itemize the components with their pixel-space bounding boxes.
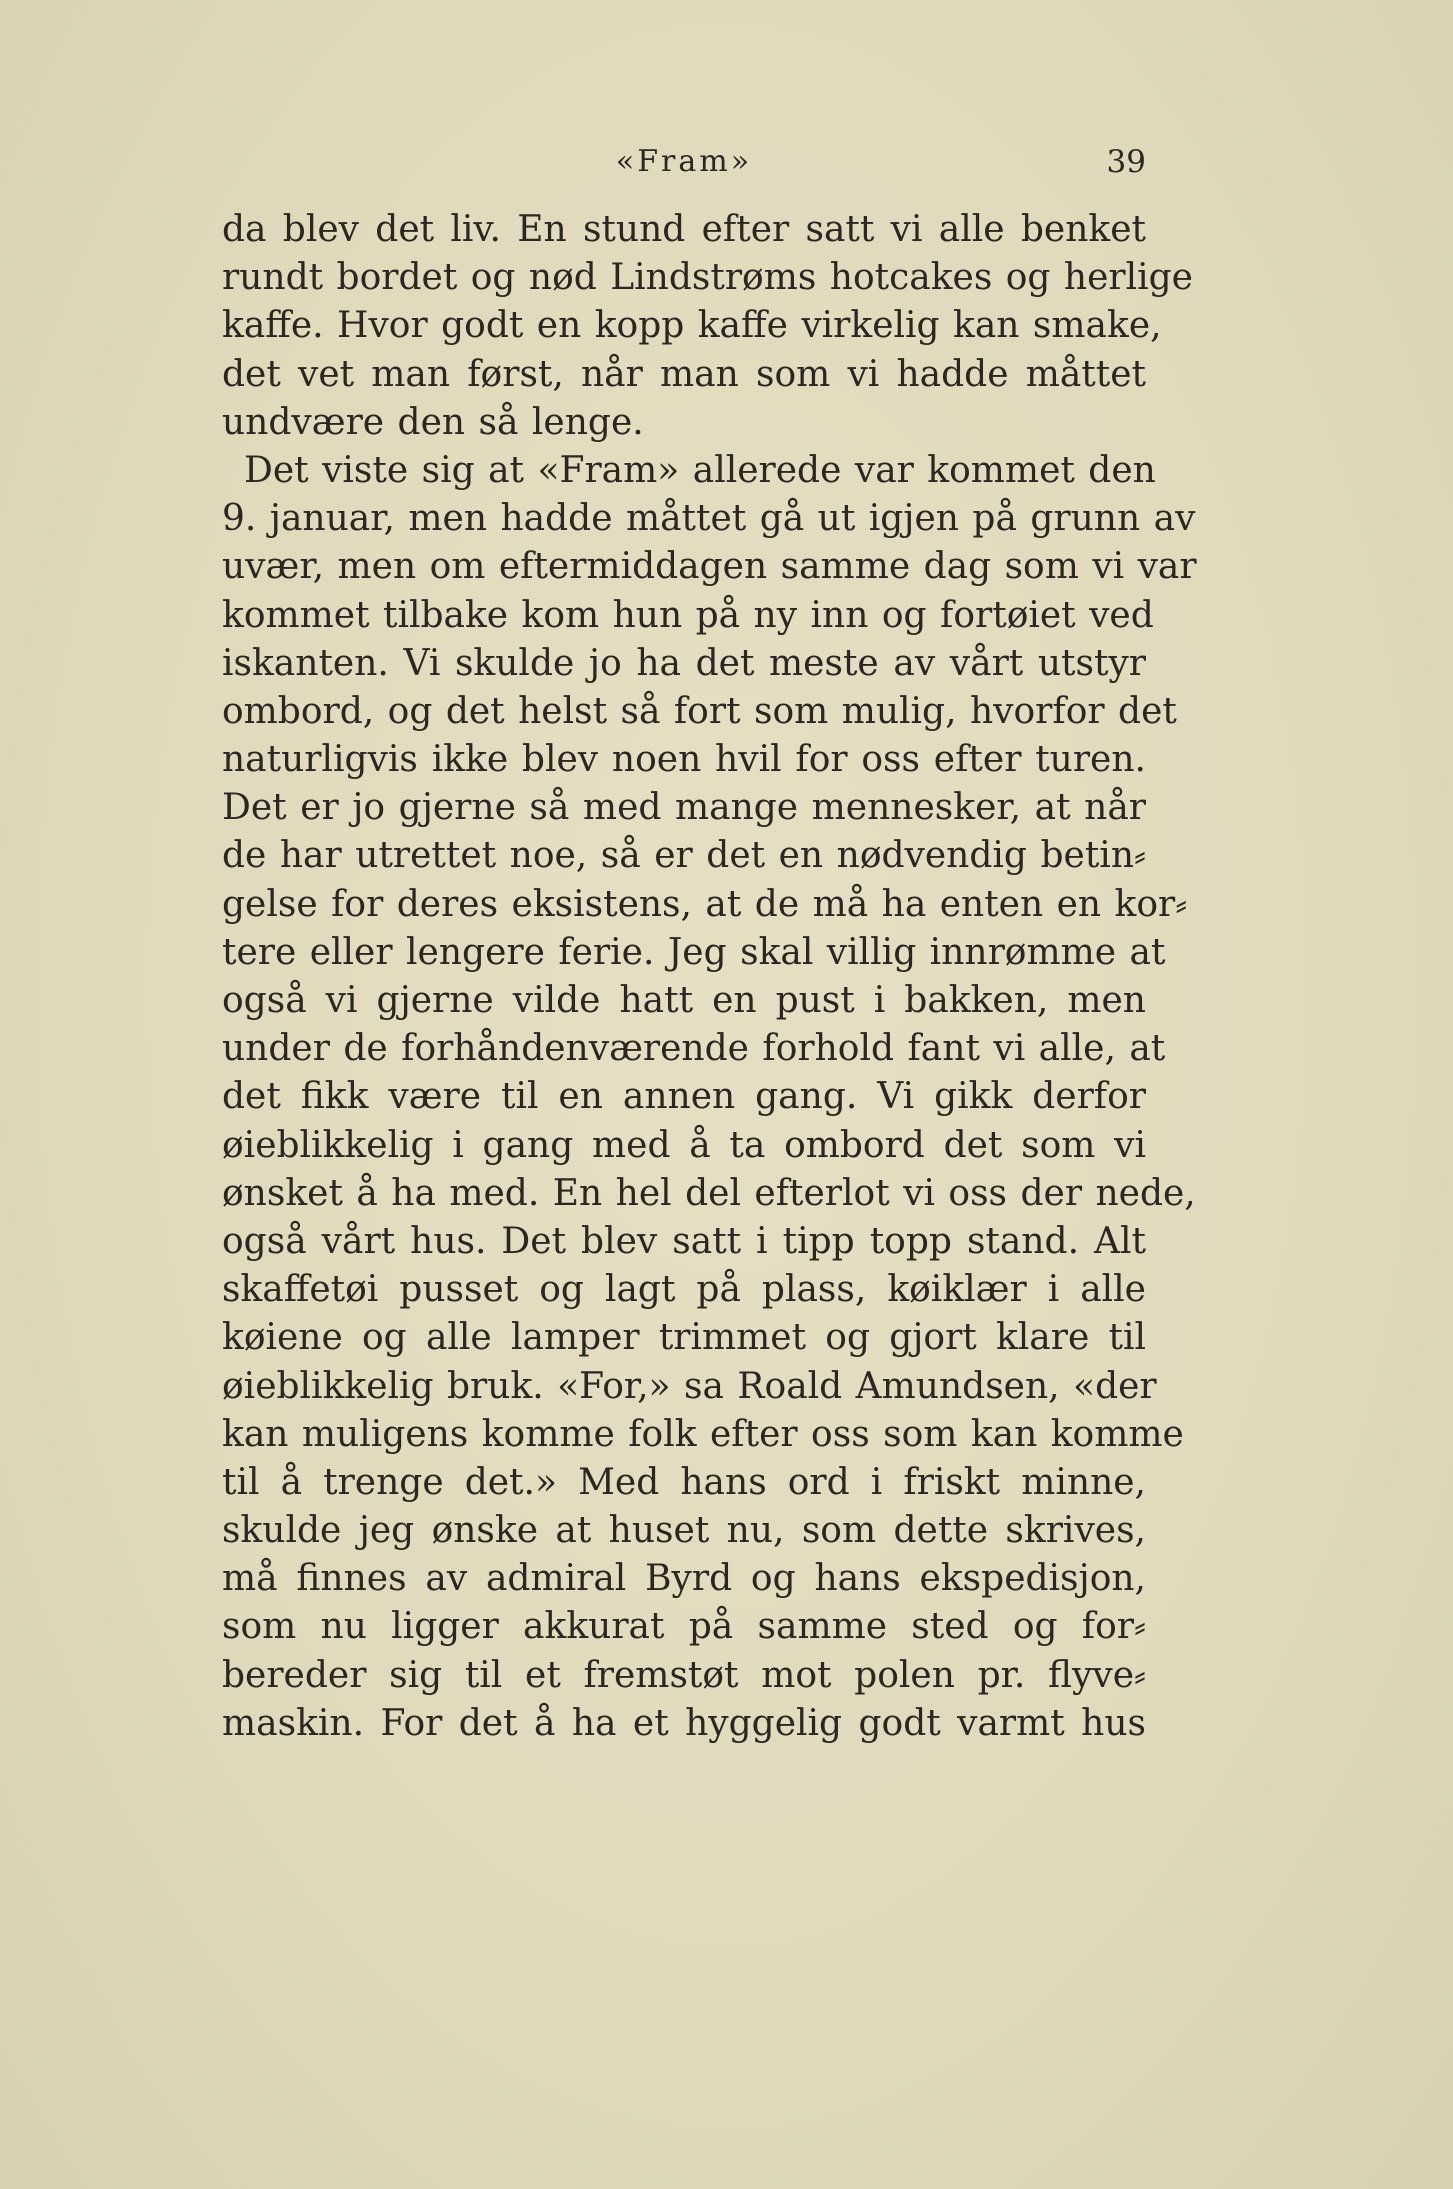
text-line: maskin. For det å ha et hyggelig godt varmt hus — [222, 1702, 1146, 1744]
page-number: 39 — [1106, 144, 1146, 180]
text-line: kaffe. Hvor godt en kopp kaffe virkelig kan smake, — [222, 305, 1162, 347]
text-line: som nu ligger akkurat på samme sted og for⸗ — [222, 1606, 1146, 1648]
text-line: også vårt hus. Det blev satt i tipp topp stand. Alt — [222, 1220, 1146, 1262]
text-line: det vet man først, når man som vi hadde måttet — [222, 353, 1146, 395]
text-line: skulde jeg ønske at huset nu, som dette skrives, — [222, 1510, 1146, 1552]
text-line: kommet tilbake kom hun på ny inn og fortøiet ved — [222, 594, 1154, 636]
text-line: rundt bordet og nød Lindstrøms hotcakes og herlige — [222, 257, 1193, 299]
body-text — [222, 206, 1197, 1748]
text-line: iskanten. Vi skulde jo ha det meste av vårt utstyr — [222, 642, 1146, 684]
running-title: «Fram» — [615, 144, 753, 179]
text-line: det fikk være til en annen gang. Vi gikk derfor — [222, 1076, 1146, 1118]
text-line: uvær, men om eftermiddagen samme dag som vi var — [222, 546, 1197, 588]
text-line: ombord, og det helst så fort som mulig, hvorfor det — [222, 690, 1177, 732]
text-line: øieblikkelig i gang med å ta ombord det som vi — [222, 1124, 1146, 1166]
text-line: til å trenge det.» Med hans ord i friskt minne, — [222, 1461, 1146, 1503]
text-line: under de forhåndenværende forhold fant vi alle, at — [222, 1028, 1166, 1070]
running-head — [222, 140, 1146, 184]
text-line: naturligvis ikke blev noen hvil for oss efter turen. — [222, 739, 1146, 781]
text-line: også vi gjerne vilde hatt en pust i bakken, men — [222, 980, 1146, 1021]
text-line: gelse for deres eksistens, at de må ha enten en kor⸗ — [222, 883, 1188, 925]
text-line: skaffetøi pusset og lagt på plass, køiklær i alle — [222, 1269, 1146, 1311]
text-line: tere eller lengere ferie. Jeg skal villig innrømme at — [222, 931, 1166, 973]
text-line: kan muligens komme folk efter oss som kan komme — [222, 1413, 1184, 1455]
text-line: undvære den så lenge. — [222, 401, 644, 443]
text-line: bereder sig til et fremstøt mot polen pr. flyve⸗ — [222, 1654, 1146, 1696]
text-line: ønsket å ha med. En hel del efterlot vi oss der nede, — [222, 1172, 1196, 1214]
text-line: 9. januar, men hadde måttet gå ut igjen på grunn av — [222, 498, 1196, 540]
text-line: de har utrettet noe, så er det en nødvendig betin⸗ — [222, 835, 1146, 877]
text-line: da blev det liv. En stund efter satt vi alle benket — [222, 209, 1146, 250]
text-line: øieblikkelig bruk. «For,» sa Roald Amundsen, «der — [222, 1365, 1157, 1407]
text-line: Det viste sig at «Fram» allerede var kommet den — [244, 449, 1156, 491]
text-line: må finnes av admiral Byrd og hans ekspedisjon, — [222, 1558, 1146, 1600]
text-line: Det er jo gjerne så med mange mennesker, at når — [222, 787, 1146, 829]
text-line: køiene og alle lamper trimmet og gjort klare til — [222, 1317, 1146, 1359]
